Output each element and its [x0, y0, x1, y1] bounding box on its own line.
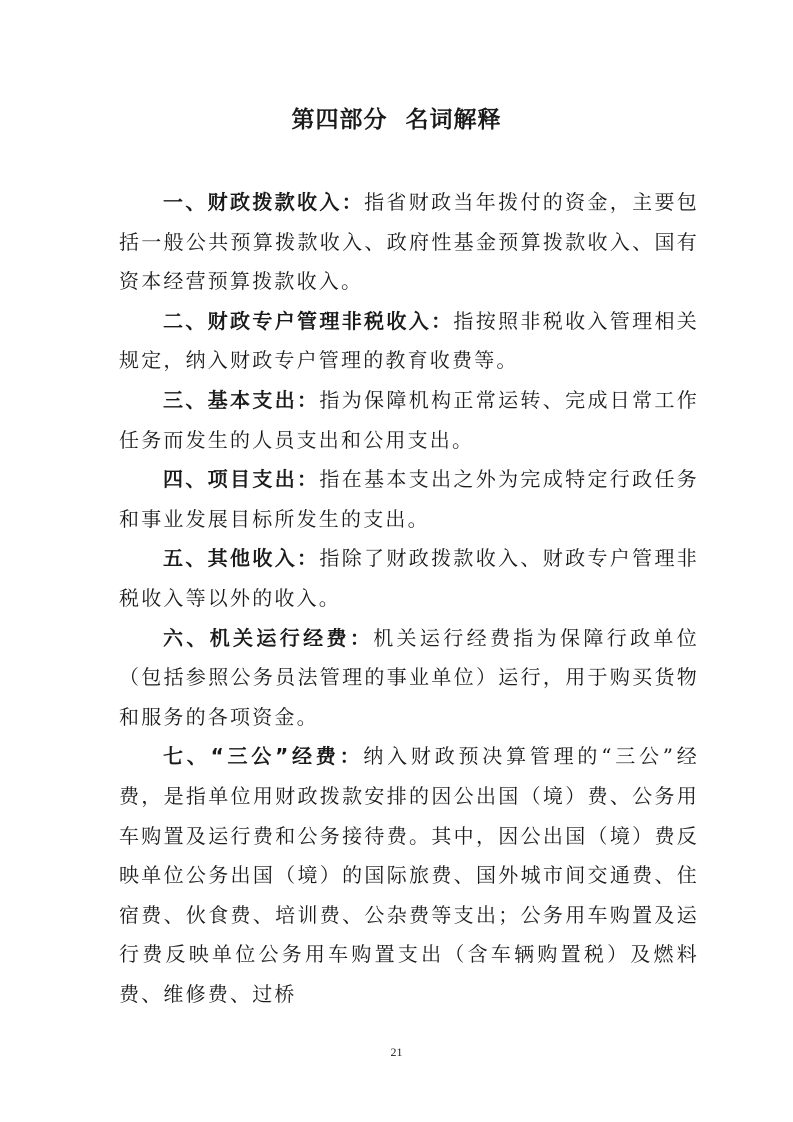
- definition-paragraph-5: [119, 539, 699, 618]
- definition-text: 纳入财政预决算管理的“三公”经费，是指单位用财政拨款安排的因公出国（境）费、公务用车购置及运行费和公务接待费。其中，因公出国（境）费反映单位公务出国（境）的国际旅费、国外城市间交通费、住宿费、伙食费、培训费、公杂费等支出；公务用车购置及运行费反映单位公务用车购置支出（含车辆购置税）及燃料费、维修费、过桥: [119, 744, 699, 1006]
- definition-term: 五、其他收入：: [163, 546, 320, 571]
- definition-text: 指为保障机构正常运转、完成日常工作任务而发生的人员支出和公用支出。: [119, 387, 699, 452]
- definition-text: 指在基本支出之外为完成特定行政任务和事业发展目标所发生的支出。: [119, 467, 699, 531]
- definition-paragraph-4: [119, 460, 699, 539]
- definition-term: 三、基本支出：: [163, 387, 320, 412]
- definition-term: 七、“三公”经费：: [163, 744, 364, 769]
- definition-paragraph-7: [119, 737, 699, 1014]
- definition-text: 指省财政当年拨付的资金，主要包括一般公共预算拨款收入、政府性基金预算拨款收入、国有资本经营预算拨款收入。: [119, 190, 700, 294]
- definition-term: 六、机关运行经费：: [163, 625, 374, 650]
- page-number: 21: [390, 1045, 403, 1059]
- definition-term: 一、财政拨款收入：: [163, 190, 365, 214]
- definition-term: 二、财政专户管理非税收入：: [163, 308, 454, 333]
- definition-paragraph-1: [119, 183, 699, 302]
- definition-term: 四、项目支出：: [163, 467, 320, 492]
- definition-paragraph-6: [119, 619, 699, 738]
- definitions-body: [119, 183, 699, 1014]
- definition-paragraph-2: [119, 302, 699, 381]
- definition-text: 指除了财政拨款收入、财政专户管理非税收入等以外的收入。: [119, 546, 699, 610]
- definition-paragraph-3: [119, 381, 699, 460]
- page-title: 第四部分 名词解释: [291, 107, 502, 133]
- definition-text: 指按照非税收入管理相关规定，纳入财政专户管理的教育收费等。: [119, 308, 699, 373]
- definition-text: 机关运行经费指为保障行政单位（包括参照公务员法管理的事业单位）运行，用于购买货物和服务的各项资金。: [119, 625, 699, 729]
